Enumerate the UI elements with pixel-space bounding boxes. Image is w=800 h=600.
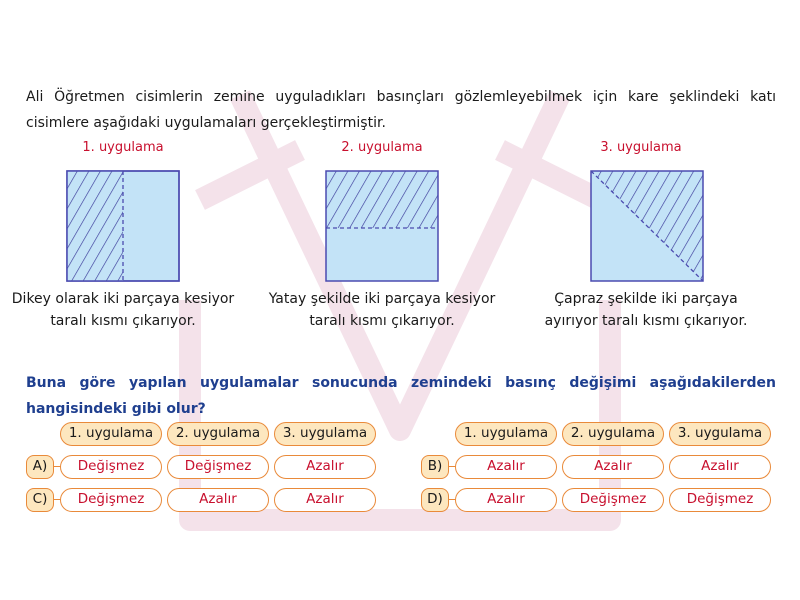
option-d-answer-1[interactable]: Azalır [455, 488, 557, 512]
application-2-title: 2. uygulama [341, 140, 423, 155]
application-3-caption: Çapraz şekilde iki parçaya ayırıyor taralı kısmı çıkarıyor. [544, 291, 748, 329]
square-horizontal-cut-diagram [325, 170, 439, 282]
option-a-answer-1[interactable]: Değişmez [60, 455, 162, 479]
application-3-title: 3. uygulama [600, 140, 682, 155]
option-c-answer-2[interactable]: Azalır [167, 488, 269, 512]
option-a-answer-3[interactable]: Azalır [274, 455, 376, 479]
application-1-caption: Dikey olarak iki parçaya kesiyor taralı kısmı çıkarıyor. [11, 291, 235, 329]
option-c-answer-3[interactable]: Azalır [274, 488, 376, 512]
right-header-application-1: 1. uygulama [455, 422, 557, 446]
left-header-application-2: 2. uygulama [167, 422, 269, 446]
square-vertical-cut-diagram [66, 170, 180, 282]
option-b-label[interactable]: B) [421, 455, 449, 479]
option-b-answer-3[interactable]: Azalır [669, 455, 771, 479]
option-d-answer-2[interactable]: Değişmez [562, 488, 664, 512]
intro-text: Ali Öğretmen cisimlerin zemine uyguladıkları basınçları gözlemleyebilmek için kare şeklindeki katı cisimlere aşağıdaki uygulamaları gerçekleştirmiştir. [26, 89, 776, 131]
square-diagonal-cut-diagram [590, 170, 704, 282]
option-c-label[interactable]: C) [26, 488, 54, 512]
right-header-application-3: 3. uygulama [669, 422, 771, 446]
option-b-answer-2[interactable]: Azalır [562, 455, 664, 479]
question-text: Buna göre yapılan uygulamalar sonucunda zemindeki basınç değişimi aşağıdakilerden hangisindeki gibi olur? [26, 375, 776, 417]
option-d-label[interactable]: D) [421, 488, 449, 512]
application-2-caption: Yatay şekilde iki parçaya kesiyor taralı kısmı çıkarıyor. [268, 291, 496, 329]
option-a-answer-2[interactable]: Değişmez [167, 455, 269, 479]
option-a-label[interactable]: A) [26, 455, 54, 479]
option-d-answer-3[interactable]: Değişmez [669, 488, 771, 512]
right-header-application-2: 2. uygulama [562, 422, 664, 446]
option-c-answer-1[interactable]: Değişmez [60, 488, 162, 512]
application-1-title: 1. uygulama [82, 140, 164, 155]
option-b-answer-1[interactable]: Azalır [455, 455, 557, 479]
left-header-application-1: 1. uygulama [60, 422, 162, 446]
left-header-application-3: 3. uygulama [274, 422, 376, 446]
